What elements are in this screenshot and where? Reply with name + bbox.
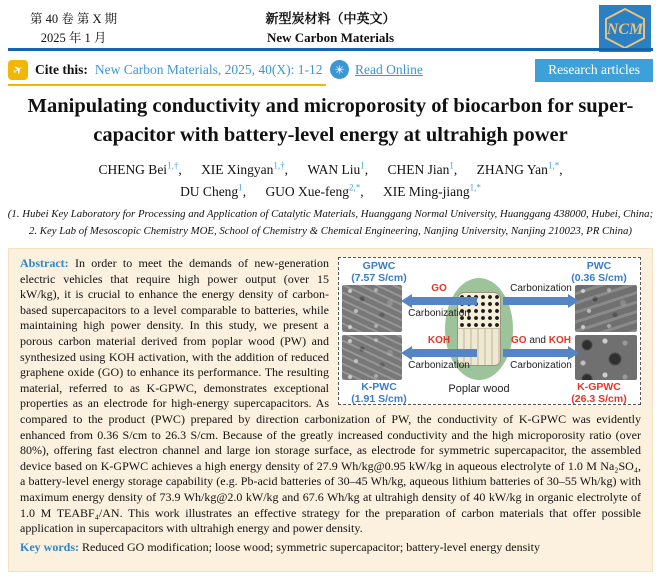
left-arrow-icon [401,295,477,307]
author-separator: , [242,184,247,199]
author-name: CHEN Jian [387,161,450,177]
author-superscript: 2,* [349,182,361,193]
paper-plane-icon: ✈ [8,60,28,80]
left-arrow-icon [401,347,477,359]
author [307,162,368,177]
author-separator: , [364,161,369,177]
author-separator: , [559,161,563,177]
read-online-link[interactable]: Read Online [355,61,423,77]
article-title-line-1: Manipulating conductivity and microporosity of biocarbon for super- [27,95,634,117]
author-separator: , [284,161,289,177]
poplar-wood-label: Poplar wood [448,383,510,395]
author-list [0,160,661,200]
masthead-volume-issue: 第 40 卷 第 X 期 [30,12,118,26]
cite-bar [8,59,653,85]
author-superscript: 1,* [469,182,481,193]
right-arrow-icon [503,295,579,307]
abstract-text: In order to meet the demands of new-generation electric vehicles that require high power output (over 15 kW/kg), it is crucial to enhance the energy density of carbon-based supercapacitors to a level comparable to batteries, while maintaining high power density. In this study, we present a porous carbon material derived from poplar wood (PW) and synthesized using KOH activation, with the addition of reduced graphene oxide (GO) to enhance its performance. The resulting material, referred to as K-GPWC, demonstrates exceptional properties as an electrode for high-energy supercapacitors. As compared to the product (PWC) prepared by direction carbonization of PW, the conductivity of K-GPWC was evidently enhanced from 0.36 S/cm to 26.3 S/cm. Because of the greatly increased conductivity and the high microporosity ratio (over 80%), offering fast electron channel and large ion storage surface, as electrode for symmetric supercapacitor, the assembled device based on K-GPWC achieves a high energy density of 27.9 Wh/kg@0.95 kW/kg in aqueous electrolyte of 1.0 M Na₂SO₄, a battery-level energy storage capability (e.g. Pb-acid batteries of 30–45 Wh/kg, aqueous lithium batteries of 30–55 Wh/kg) with maximum energy density of 73.9 Wh/kg@2.0 kW/kg and 67.6 Wh/kg at ultrahigh density of 40 kW/kg in organic electrolyte of 1.0 M TEABF₄/AN. This work illustrates an effective strategy for the preparation of carbon materials that offer possible application in supercapacitors with ultrahigh energy and power density. [20,256,641,536]
sem-image-k-gpwc [575,335,637,380]
sample-label-k-pwc: K-PWC (1.91 S/cm) [351,381,407,406]
cite-this-label: Cite this: [35,62,88,77]
authors-line-2 [0,183,661,201]
read-online-group [330,60,423,79]
citation-link[interactable]: New Carbon Materials, 2025, 40(X): 1-12 [94,62,323,77]
ncm-logo-icon [599,5,651,52]
author [383,184,481,199]
keywords-text: Reduced GO modification; loose wood; symmetric supercapacitor; battery-level energy density [82,539,540,554]
masthead-journal-block [0,10,661,48]
sample-label-gpwc: GPWC (7.57 S/cm) [351,260,407,285]
author [477,162,563,177]
author-separator: , [453,161,458,177]
cite-this-group [8,59,326,86]
graphical-abstract [338,257,641,405]
author [265,184,363,199]
author-name: XIE Ming-jiang [383,184,470,199]
author-superscript: 1,* [547,160,560,170]
article-title-line-2: capacitor with battery-level energy at ultrahigh power [93,124,568,147]
author-separator: , [178,161,182,177]
right-arrow-icon [503,347,579,359]
author-name: XIE Xingyan [201,161,274,177]
author [180,184,246,199]
author-superscript: 1 [360,160,365,170]
author [388,162,458,177]
masthead-divider [8,48,653,51]
sample-label-pwc: PWC (0.36 S/cm) [571,260,627,285]
author-name: WAN Liu [307,161,361,177]
author-superscript: 1 [449,160,454,170]
arrow-group-go-carbonization: GO Carbonization [401,282,477,320]
author-name: GUO Xue-feng [265,184,350,199]
keywords-line [20,540,641,556]
affiliation-line-1: (1. Hubei Key Laboratory for Processing and Application of Catalytic Materials, Huanggang Normal University, Huanggang 438000, Hubei, China; [7,208,654,220]
author-separator: , [360,184,364,199]
author [98,162,181,177]
author [201,162,288,177]
sem-image-k-pwc [342,335,402,380]
journal-title-cn: 新型炭材料（中英文） [265,11,396,26]
author-name: CHENG Bei [98,161,168,177]
article-category-badge[interactable]: Research articles [535,59,653,82]
author-name: DU Cheng [180,184,239,199]
author-name: ZHANG Yan [476,161,548,177]
arrow-group-koh-carbonization: KOH Carbonization [401,334,477,372]
author-superscript: 1,† [167,160,179,170]
article-title [10,92,651,151]
arrow-group-go-koh-carbonization: GO and KOH Carbonization [503,334,579,372]
abstract-label: Abstract: [20,256,69,270]
abstract-box [8,248,653,572]
sem-image-gpwc [342,285,402,332]
masthead-date: 2025 年 1 月 [40,30,107,45]
ncm-logo-text: NCM [606,21,644,38]
sem-image-pwc [575,285,637,332]
keywords-label: Key words: [20,539,79,554]
atom-icon: ✳ [330,60,349,79]
affiliation-line-2: 2. Key Lab of Mesoscopic Chemistry MOE, School of Chemistry & Chemical Engineering, Nanjing University, Nanjing 210023, PR China) [28,224,633,237]
author-superscript: 1 [238,182,243,193]
journal-title-en: New Carbon Materials [266,29,395,45]
authors-line-1 [0,160,661,178]
affiliations [0,206,661,239]
author-superscript: 1,† [273,160,285,170]
arrow-group-carbonization: Carbonization [503,282,579,320]
journal-logo [599,5,651,52]
sample-label-k-gpwc: K-GPWC (26.3 S/cm) [571,381,627,406]
